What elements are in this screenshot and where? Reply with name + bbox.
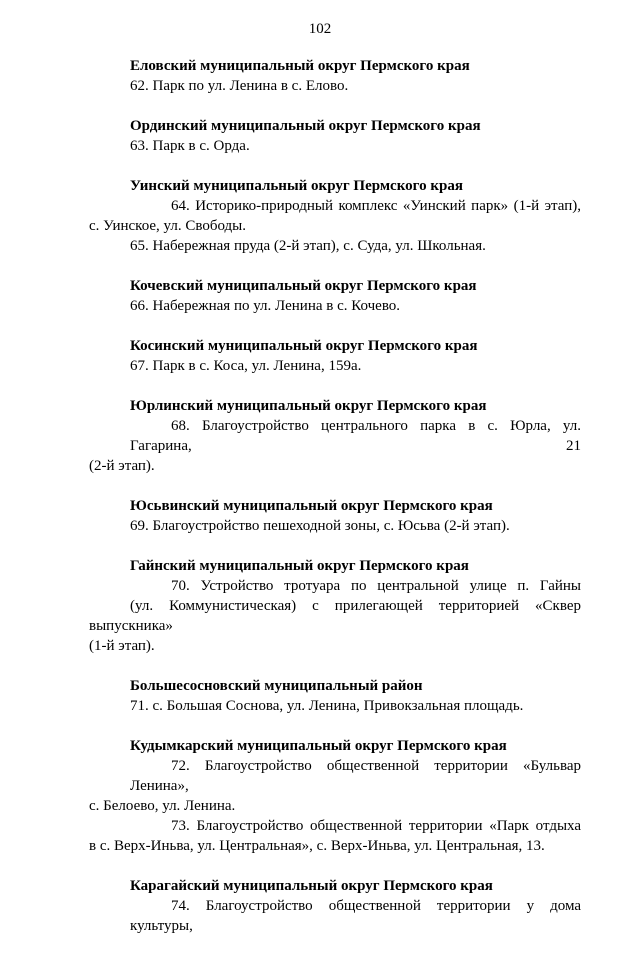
section-karagaisky	[89, 876, 581, 936]
item-line: 63. Парк в с. Орда.	[130, 138, 250, 154]
section-gainsky	[89, 556, 581, 656]
item-line: 64. Историко-природный комплекс «Уинский парк» (1-й этап),	[171, 198, 581, 214]
list-item	[89, 516, 581, 536]
section-ordinsky	[89, 116, 581, 156]
section-title: Юрлинский муниципальный округ Пермского края	[130, 398, 487, 414]
item-line: 66. Набережная по ул. Ленина в с. Кочево.	[130, 298, 401, 314]
section-uinsky	[89, 176, 581, 256]
section-bolshesosnovsky	[89, 676, 581, 716]
section-title: Кудымкарский муниципальный округ Пермского края	[130, 738, 507, 754]
section-yurlinsky	[89, 396, 581, 476]
item-line: 70. Устройство тротуара по центральной улице п. Гайны	[171, 578, 581, 594]
list-item	[89, 236, 581, 256]
list-item	[89, 576, 581, 656]
item-line: 73. Благоустройство общественной территории «Парк отдыха	[171, 818, 581, 834]
section-title: Большесосновский муниципальный район	[130, 678, 423, 694]
item-line: 65. Набережная пруда (2-й этап), с. Суда, ул. Школьная.	[130, 238, 486, 254]
section-title: Косинский муниципальный округ Пермского края	[130, 338, 478, 354]
section-title: Кочевский муниципальный округ Пермского края	[130, 278, 477, 294]
list-item	[89, 696, 581, 716]
section-title: Ординский муниципальный округ Пермского края	[130, 118, 481, 134]
list-item	[89, 296, 581, 316]
item-line: 67. Парк в с. Коса, ул. Ленина, 159а.	[130, 358, 362, 374]
item-line: с. Уинское, ул. Свободы.	[89, 218, 247, 234]
section-title: Гайнский муниципальный округ Пермского края	[130, 558, 469, 574]
item-line: в с. Верх-Иньва, ул. Центральная», с. Верх-Иньва, ул. Центральная, 13.	[89, 838, 545, 854]
section-kochevsky	[89, 276, 581, 316]
section-kudymkarsky	[89, 736, 581, 856]
list-item	[89, 136, 581, 156]
item-line: 68. Благоустройство центрального парка в с. Юрла, ул. Гагарина, 21	[130, 418, 581, 454]
section-yusvinsky	[89, 496, 581, 536]
item-line: 74. Благоустройство общественной территории у дома культуры,	[130, 898, 581, 934]
document-body	[89, 56, 581, 956]
section-title: Юсьвинский муниципальный округ Пермского края	[130, 498, 493, 514]
item-line: (1-й этап).	[89, 638, 155, 654]
list-item	[89, 356, 581, 376]
item-line: 71. с. Большая Соснова, ул. Ленина, Привокзальная площадь.	[130, 698, 524, 714]
section-kosinsky	[89, 336, 581, 376]
list-item	[89, 896, 581, 936]
section-title: Карагайский муниципальный округ Пермского края	[130, 878, 493, 894]
item-line: 62. Парк по ул. Ленина в с. Елово.	[130, 78, 349, 94]
list-item	[89, 76, 581, 96]
page-number: 102	[308, 21, 332, 37]
item-line: (2-й этап).	[89, 458, 155, 474]
section-title: Еловский муниципальный округ Пермского края	[130, 58, 470, 74]
list-item	[89, 756, 581, 816]
section-title: Уинский муниципальный округ Пермского края	[130, 178, 463, 194]
list-item	[89, 196, 581, 236]
item-line: (ул. Коммунистическая) с прилегающей территорией «Сквер выпускника»	[89, 598, 581, 634]
item-line: 72. Благоустройство общественной территории «Бульвар Ленина»,	[130, 758, 581, 794]
item-line: с. Белоево, ул. Ленина.	[89, 798, 236, 814]
item-line: 69. Благоустройство пешеходной зоны, с. Юсьва (2-й этап).	[130, 518, 510, 534]
list-item	[89, 416, 581, 476]
section-elovsky	[89, 56, 581, 96]
list-item	[89, 816, 581, 856]
